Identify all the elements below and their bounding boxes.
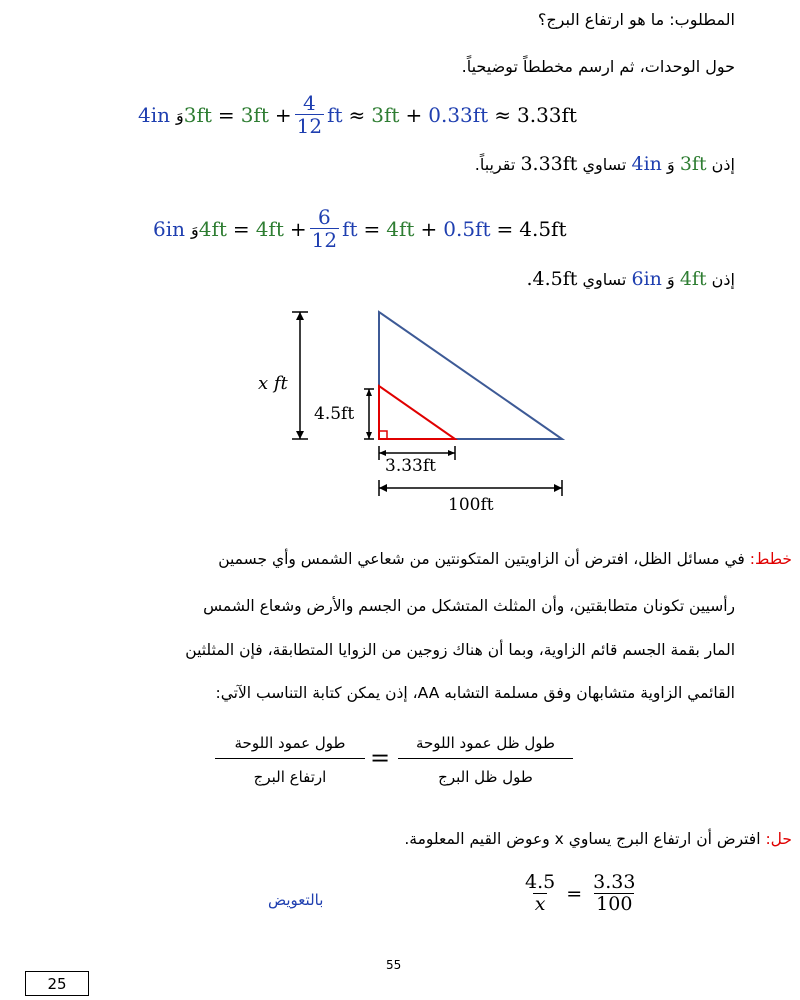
proportion-right-den: طول ظل البرج bbox=[438, 768, 533, 786]
plan-text-1: في مسائل الظل، افترض أن الزاويتين المتكونتين من شعاعي الشمس وأي جسمين bbox=[218, 550, 745, 568]
eq1-equals: = bbox=[217, 103, 235, 127]
proportion-left-fraction bbox=[215, 728, 365, 793]
eq1-4in: 4in bbox=[138, 103, 171, 127]
eq2-6in: 6in bbox=[153, 217, 186, 241]
eq1-033ft: 0.33ft bbox=[428, 103, 489, 127]
x-ft-label: x ft bbox=[258, 373, 288, 394]
eq2-plus-2: + bbox=[420, 217, 438, 241]
eq2-result: 4.5ft bbox=[519, 217, 567, 241]
sub-right-fraction bbox=[591, 873, 637, 915]
eq1-3ft-b: 3ft bbox=[240, 103, 269, 127]
so2-waw: وَ bbox=[666, 270, 675, 289]
small-base-label: 3.33ft bbox=[385, 456, 436, 476]
proportion-equals: = bbox=[370, 744, 391, 772]
eq1-ft: ft bbox=[327, 103, 343, 127]
eq2-4ft-c: 4ft bbox=[386, 217, 415, 241]
small-triangle bbox=[379, 386, 455, 439]
eq2-plus: + bbox=[289, 217, 307, 241]
small-height-label: 4.5ft bbox=[314, 404, 355, 424]
plan-line-3: المار بقمة الجسم قائم الزاوية، وبما أن هناك زوجين من الزوايا المتطابقة، فإن المثلثين bbox=[185, 641, 735, 659]
sub-left-den: x bbox=[534, 892, 546, 915]
so2-value: 4.5ft. bbox=[526, 268, 578, 290]
so1-value: 3.33ft bbox=[520, 153, 578, 175]
so1-4in: 4in bbox=[631, 153, 662, 175]
eq1-approx-2: ≈ bbox=[494, 103, 511, 127]
so2-4ft: 4ft bbox=[679, 268, 707, 290]
eq2-equals-2: = bbox=[363, 217, 381, 241]
eq1-3ft-c: 3ft bbox=[371, 103, 400, 127]
eq2-waw: وَ bbox=[191, 219, 199, 239]
eq2-frac-num: 6 bbox=[317, 205, 331, 229]
eq2-4ft: 4ft bbox=[198, 217, 227, 241]
proportion bbox=[215, 728, 585, 810]
so1-waw: وَ bbox=[666, 155, 675, 174]
eq1-result: 3.33ft bbox=[516, 103, 577, 127]
eq1-plus-2: + bbox=[405, 103, 423, 127]
substitution-note: بالتعويض bbox=[268, 891, 324, 909]
so1-3ft: 3ft bbox=[679, 153, 707, 175]
plan-label: خطط: bbox=[749, 550, 792, 568]
so1-prefix: إذن bbox=[711, 155, 735, 174]
so1-suffix: تقريباً. bbox=[474, 155, 516, 174]
sub-right-den: 100 bbox=[596, 892, 633, 915]
eq1-approx: ≈ bbox=[348, 103, 366, 127]
eq1-waw: وَ bbox=[176, 105, 184, 125]
eq1-frac-num: 4 bbox=[302, 91, 316, 115]
so1-mid: تساوي bbox=[582, 155, 627, 174]
solution-line bbox=[404, 830, 792, 848]
big-base-label: 100ft bbox=[448, 495, 494, 515]
eq1-3ft: 3ft bbox=[183, 103, 212, 127]
eq2-frac-den: 12 bbox=[311, 228, 338, 252]
page-box: 25 bbox=[25, 971, 89, 996]
sub-left-fraction bbox=[523, 873, 557, 915]
so2-6in: 6in bbox=[631, 268, 662, 290]
proportion-left-den: ارتفاع البرج bbox=[253, 768, 327, 786]
eq1-plus: + bbox=[274, 103, 292, 127]
so2-prefix: إذن bbox=[711, 270, 735, 289]
plan-line-1 bbox=[218, 550, 792, 568]
proportion-right-fraction bbox=[398, 728, 573, 793]
plan-line-4: القائمي الزاوية متشابهان وفق مسلمة التشابه AA، إذن يمكن كتابة التناسب الآتي: bbox=[215, 684, 735, 702]
eq2-05ft: 0.5ft bbox=[443, 217, 491, 241]
substitution-equation bbox=[520, 873, 640, 915]
sub-right-num: 3.33 bbox=[593, 871, 636, 893]
sub-equals: = bbox=[566, 882, 583, 905]
eq2-equals: = bbox=[232, 217, 250, 241]
sub-left-num: 4.5 bbox=[525, 871, 556, 893]
eq2-4ft-b: 4ft bbox=[255, 217, 284, 241]
solution-text: افترض أن ارتفاع البرج يساوي x وعوض القيم المعلومة. bbox=[404, 830, 761, 848]
solution-label: حل: bbox=[765, 830, 792, 848]
plan-line-2: رأسيين تكونان متطابقتين، وأن المثلث المتشكل من الجسم والأرض وشعاع الشمس bbox=[203, 597, 735, 615]
eq2-equals-3: = bbox=[496, 217, 514, 241]
required-line: المطلوب: ما هو ارتفاع البرج؟ bbox=[537, 10, 735, 29]
so2-mid: تساوي bbox=[582, 270, 627, 289]
large-triangle bbox=[379, 312, 562, 439]
page-number: 55 bbox=[386, 958, 402, 972]
proportion-right-num: طول ظل عمود اللوحة bbox=[398, 728, 573, 759]
eq1-frac-den: 12 bbox=[296, 114, 323, 138]
eq2-ft: ft bbox=[342, 217, 358, 241]
proportion-left-num: طول عمود اللوحة bbox=[215, 728, 365, 759]
right-angle-marker bbox=[379, 431, 387, 439]
convert-instruction: حول الوحدات، ثم ارسم مخططاً توضيحياً. bbox=[461, 57, 735, 76]
